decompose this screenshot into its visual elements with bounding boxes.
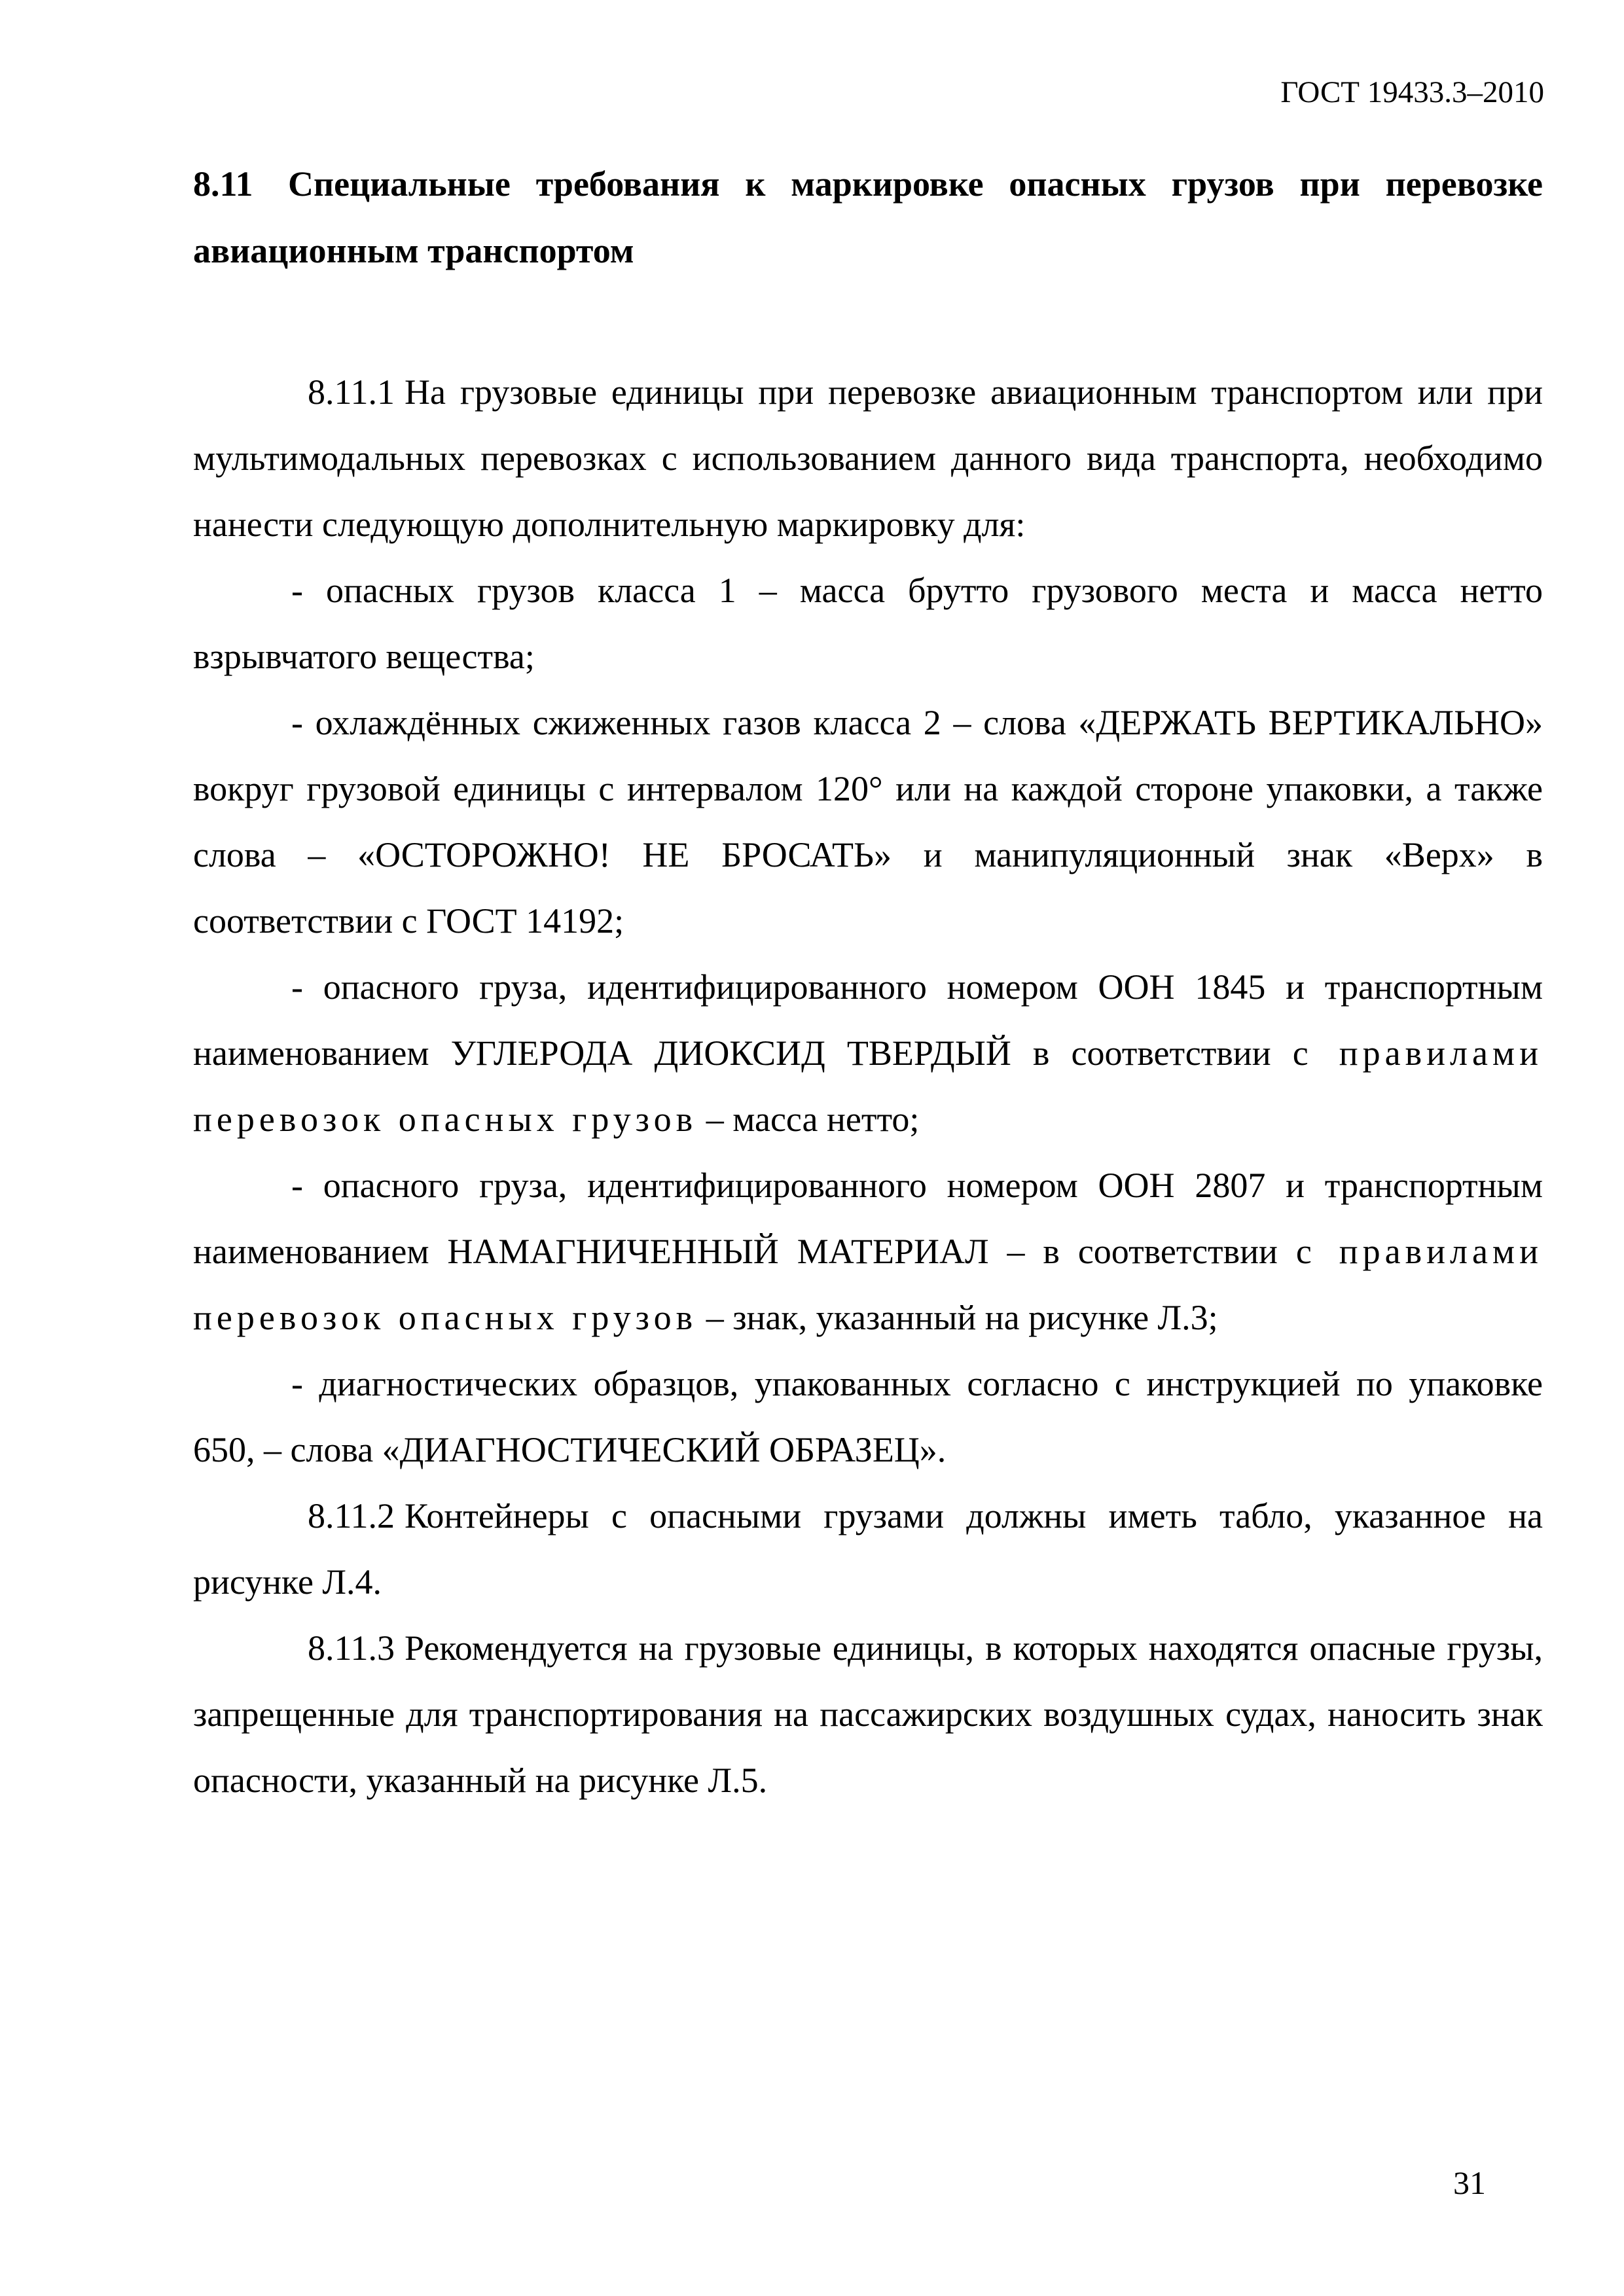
list-item: - охлаждённых сжиженных газов класса 2 – слова «ДЕРЖАТЬ ВЕРТИКАЛЬНО» вокруг грузовой единицы с интервалом 120° или на каждой стороне упаковки, а также слова – «ОСТОРОЖНО! НЕ БРОСАТЬ» и манипуляционный знак «Верх» в соответствии с ГОСТ 14192; [193, 703, 1543, 941]
section-number: 8.11 [193, 164, 253, 204]
emphasized-text: с правилами перевозок опасных грузов [193, 1232, 1543, 1337]
emphasized-text: с правилами перевозок опасных грузов [193, 1033, 1543, 1139]
list-item-text: - опасного груза, идентифицированного номером ООН 2807 и транспортным наименованием НАМАГНИЧЕННЫЙ МАТЕРИАЛ – в соответствии [193, 1166, 1543, 1271]
list-item-text: – масса нетто; [697, 1100, 920, 1139]
clause-number: 8.11.3 [308, 1628, 395, 1668]
list-item: - диагностических образцов, упакованных согласно с инструкцией по упаковке 650, – слова «ДИАГНОСТИЧЕСКИЙ ОБРАЗЕЦ». [193, 1364, 1543, 1469]
section-heading [193, 151, 1543, 284]
list-item-text: - опасного груза, идентифицированного номером ООН 1845 и транспортным наименованием УГЛЕРОДА ДИОКСИД ТВЕРДЫЙ в соответствии [193, 967, 1543, 1073]
clause-8-11-3 [193, 1615, 1543, 1814]
clause-number: 8.11.2 [308, 1496, 395, 1535]
list-item [193, 954, 1543, 1153]
clause-number: 8.11.1 [308, 372, 395, 412]
page-number: 31 [1453, 2164, 1486, 2201]
clause-8-11-1 [193, 359, 1543, 558]
clause-text: На грузовые единицы при перевозке авиационным транспортом или при мультимодальных перевозках с использованием данного вида транспорта, необходимо нанести следующую дополнительную маркировку для: [193, 372, 1543, 544]
list-item-text: – знак, указанный на рисунке Л.3; [697, 1298, 1218, 1337]
list-item [193, 1153, 1543, 1351]
section-title: Специальные требования к маркировке опасных грузов при перевозке авиационным транспортом [193, 164, 1543, 270]
standard-code-header: ГОСТ 19433.3–2010 [1280, 75, 1544, 109]
clause-text: Контейнеры с опасными грузами должны иметь табло, указанное на рисунке Л.4. [193, 1496, 1543, 1602]
clause-text: Рекомендуется на грузовые единицы, в которых находятся опасные грузы, запрещенные для транспортирования на пассажирских воздушных судах, наносить знак опасности, указанный на рисунке Л.5. [193, 1628, 1543, 1800]
page-content [193, 151, 1543, 1814]
clause-8-11-2 [193, 1483, 1543, 1615]
list-item: - опасных грузов класса 1 – масса брутто грузового места и масса нетто взрывчатого вещества; [193, 571, 1543, 676]
